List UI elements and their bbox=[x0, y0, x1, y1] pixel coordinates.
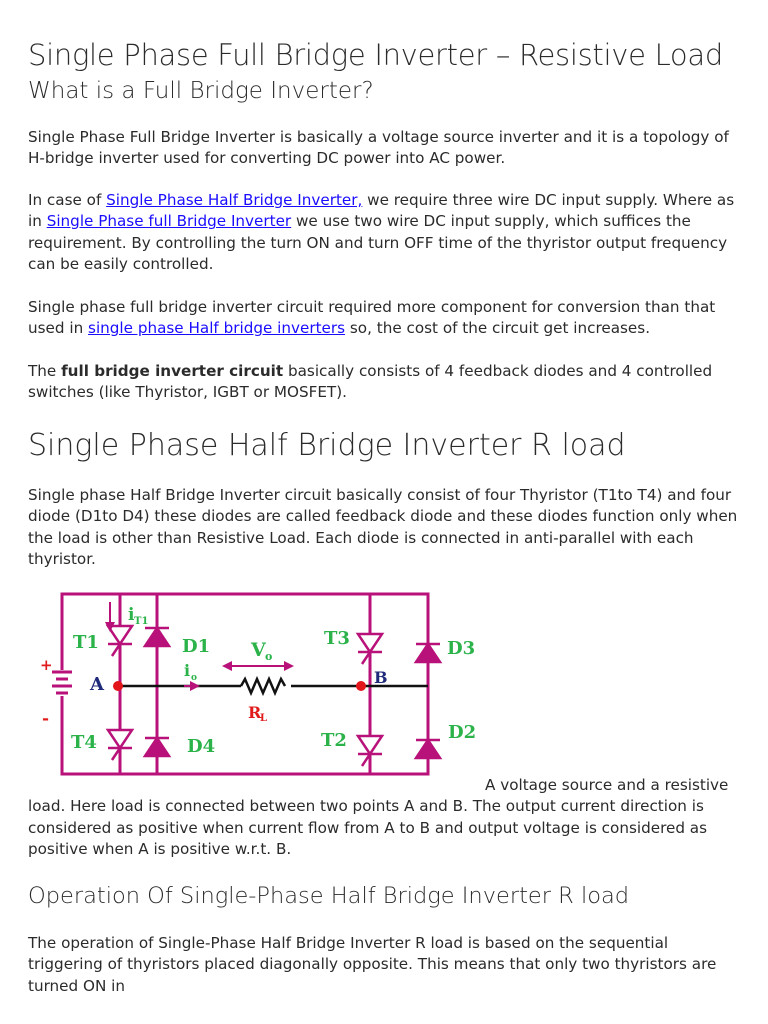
label-node-a: A bbox=[90, 674, 104, 695]
full-bridge-inverter-circuit-diagram bbox=[36, 586, 476, 786]
label-minus: - bbox=[42, 709, 50, 729]
label-t2: T2 bbox=[321, 730, 347, 751]
node-a bbox=[113, 681, 123, 691]
thyristor-t2-icon bbox=[358, 736, 382, 754]
label-t4: T4 bbox=[71, 732, 97, 753]
section-heading-operation: Operation Of Single-Phase Half Bridge Inverter R load bbox=[28, 883, 630, 909]
label-rl: R bbox=[248, 703, 262, 722]
label-rl-subscript: L bbox=[260, 713, 268, 724]
bold-term: full bridge inverter circuit bbox=[61, 362, 284, 380]
load-resistor-icon bbox=[241, 679, 285, 693]
text-segment: we use two wire DC input supply, which suffices the requirement. By controlling the turn ON and turn OFF time of the thyristor output frequency can be easily controlled. bbox=[28, 212, 728, 273]
label-node-b: B bbox=[374, 668, 388, 687]
label-vo-subscript: o bbox=[265, 650, 273, 663]
thyristor-t4-icon bbox=[108, 730, 132, 748]
label-t3: T3 bbox=[324, 628, 350, 649]
diode-d4-icon bbox=[145, 738, 169, 756]
link-half-bridge-inverter[interactable]: Single Phase Half Bridge Inverter, bbox=[106, 191, 363, 209]
label-d3: D3 bbox=[447, 638, 476, 659]
text-segment: In case of bbox=[28, 191, 107, 209]
page-title: Single Phase Full Bridge Inverter – Resistive Load bbox=[28, 38, 723, 72]
thyristor-t3-icon bbox=[358, 634, 382, 652]
text-segment: The bbox=[28, 362, 62, 380]
text-segment: Single phase full bridge inverter circuit required more component for conversion than that used in bbox=[28, 298, 716, 338]
link-full-bridge-inverter[interactable]: Single Phase full Bridge Inverter bbox=[46, 212, 292, 231]
text-segment: we require three wire DC input supply. Where as in bbox=[28, 191, 735, 231]
paragraph-components bbox=[28, 297, 740, 340]
text-segment: so, the cost of the circuit get increases. bbox=[345, 319, 651, 338]
label-vo: V bbox=[251, 639, 266, 661]
label-d4: D4 bbox=[187, 736, 216, 757]
diode-d2-icon bbox=[416, 740, 440, 758]
paragraph-intro: Single Phase Full Bridge Inverter is basically a voltage source inverter and it is a topology of H-bridge inverter used for converting DC power into AC power. bbox=[28, 128, 729, 168]
label-d1: D1 bbox=[182, 636, 211, 657]
label-io: i bbox=[184, 661, 191, 680]
label-plus: + bbox=[40, 656, 53, 674]
node-b bbox=[356, 681, 366, 691]
label-it1-subscript: T1 bbox=[134, 616, 149, 627]
diode-d1-icon bbox=[145, 628, 169, 646]
label-io-subscript: o bbox=[191, 673, 198, 683]
dc-source-battery-icon bbox=[40, 656, 76, 729]
paragraph-input-supply bbox=[28, 190, 740, 275]
label-t1: T1 bbox=[73, 632, 99, 653]
section-heading-what-is: What is a Full Bridge Inverter? bbox=[28, 78, 374, 104]
diode-d3-icon bbox=[416, 644, 440, 662]
section-heading-half-bridge: Single Phase Half Bridge Inverter R load bbox=[28, 428, 626, 463]
paragraph-voltage-source: A voltage source and a resistive load. Here load is connected between two points A and B. The output current direction is considered as positive when current flow from A to B and output voltage is considered as positive when A is positive w.r.t. B. bbox=[28, 776, 729, 858]
paragraph-half-bridge-description: Single phase Half Bridge Inverter circuit basically consist of four Thyristor (T1to T4) and four diode (D1to D4) these diodes are called feedback diode and these diodes function only when the load is other than Resistive Load. Each diode is connected in anti-parallel with each thyristor. bbox=[28, 486, 738, 568]
label-d2: D2 bbox=[448, 722, 476, 743]
paragraph-operation: The operation of Single-Phase Half Bridge Inverter R load is based on the sequential triggering of thyristors placed diagonally opposite. This means that only two thyristors are turned ON in bbox=[28, 934, 717, 995]
paragraph-consists-of bbox=[28, 361, 740, 404]
link-half-bridge-inverters[interactable]: single phase Half bridge inverters bbox=[88, 319, 346, 338]
text-segment: basically consists of 4 feedback diodes and 4 controlled switches (like Thyristor, IGBT or MOSFET). bbox=[28, 362, 713, 402]
label-it1: i bbox=[128, 605, 135, 625]
resistor-label bbox=[248, 703, 267, 724]
